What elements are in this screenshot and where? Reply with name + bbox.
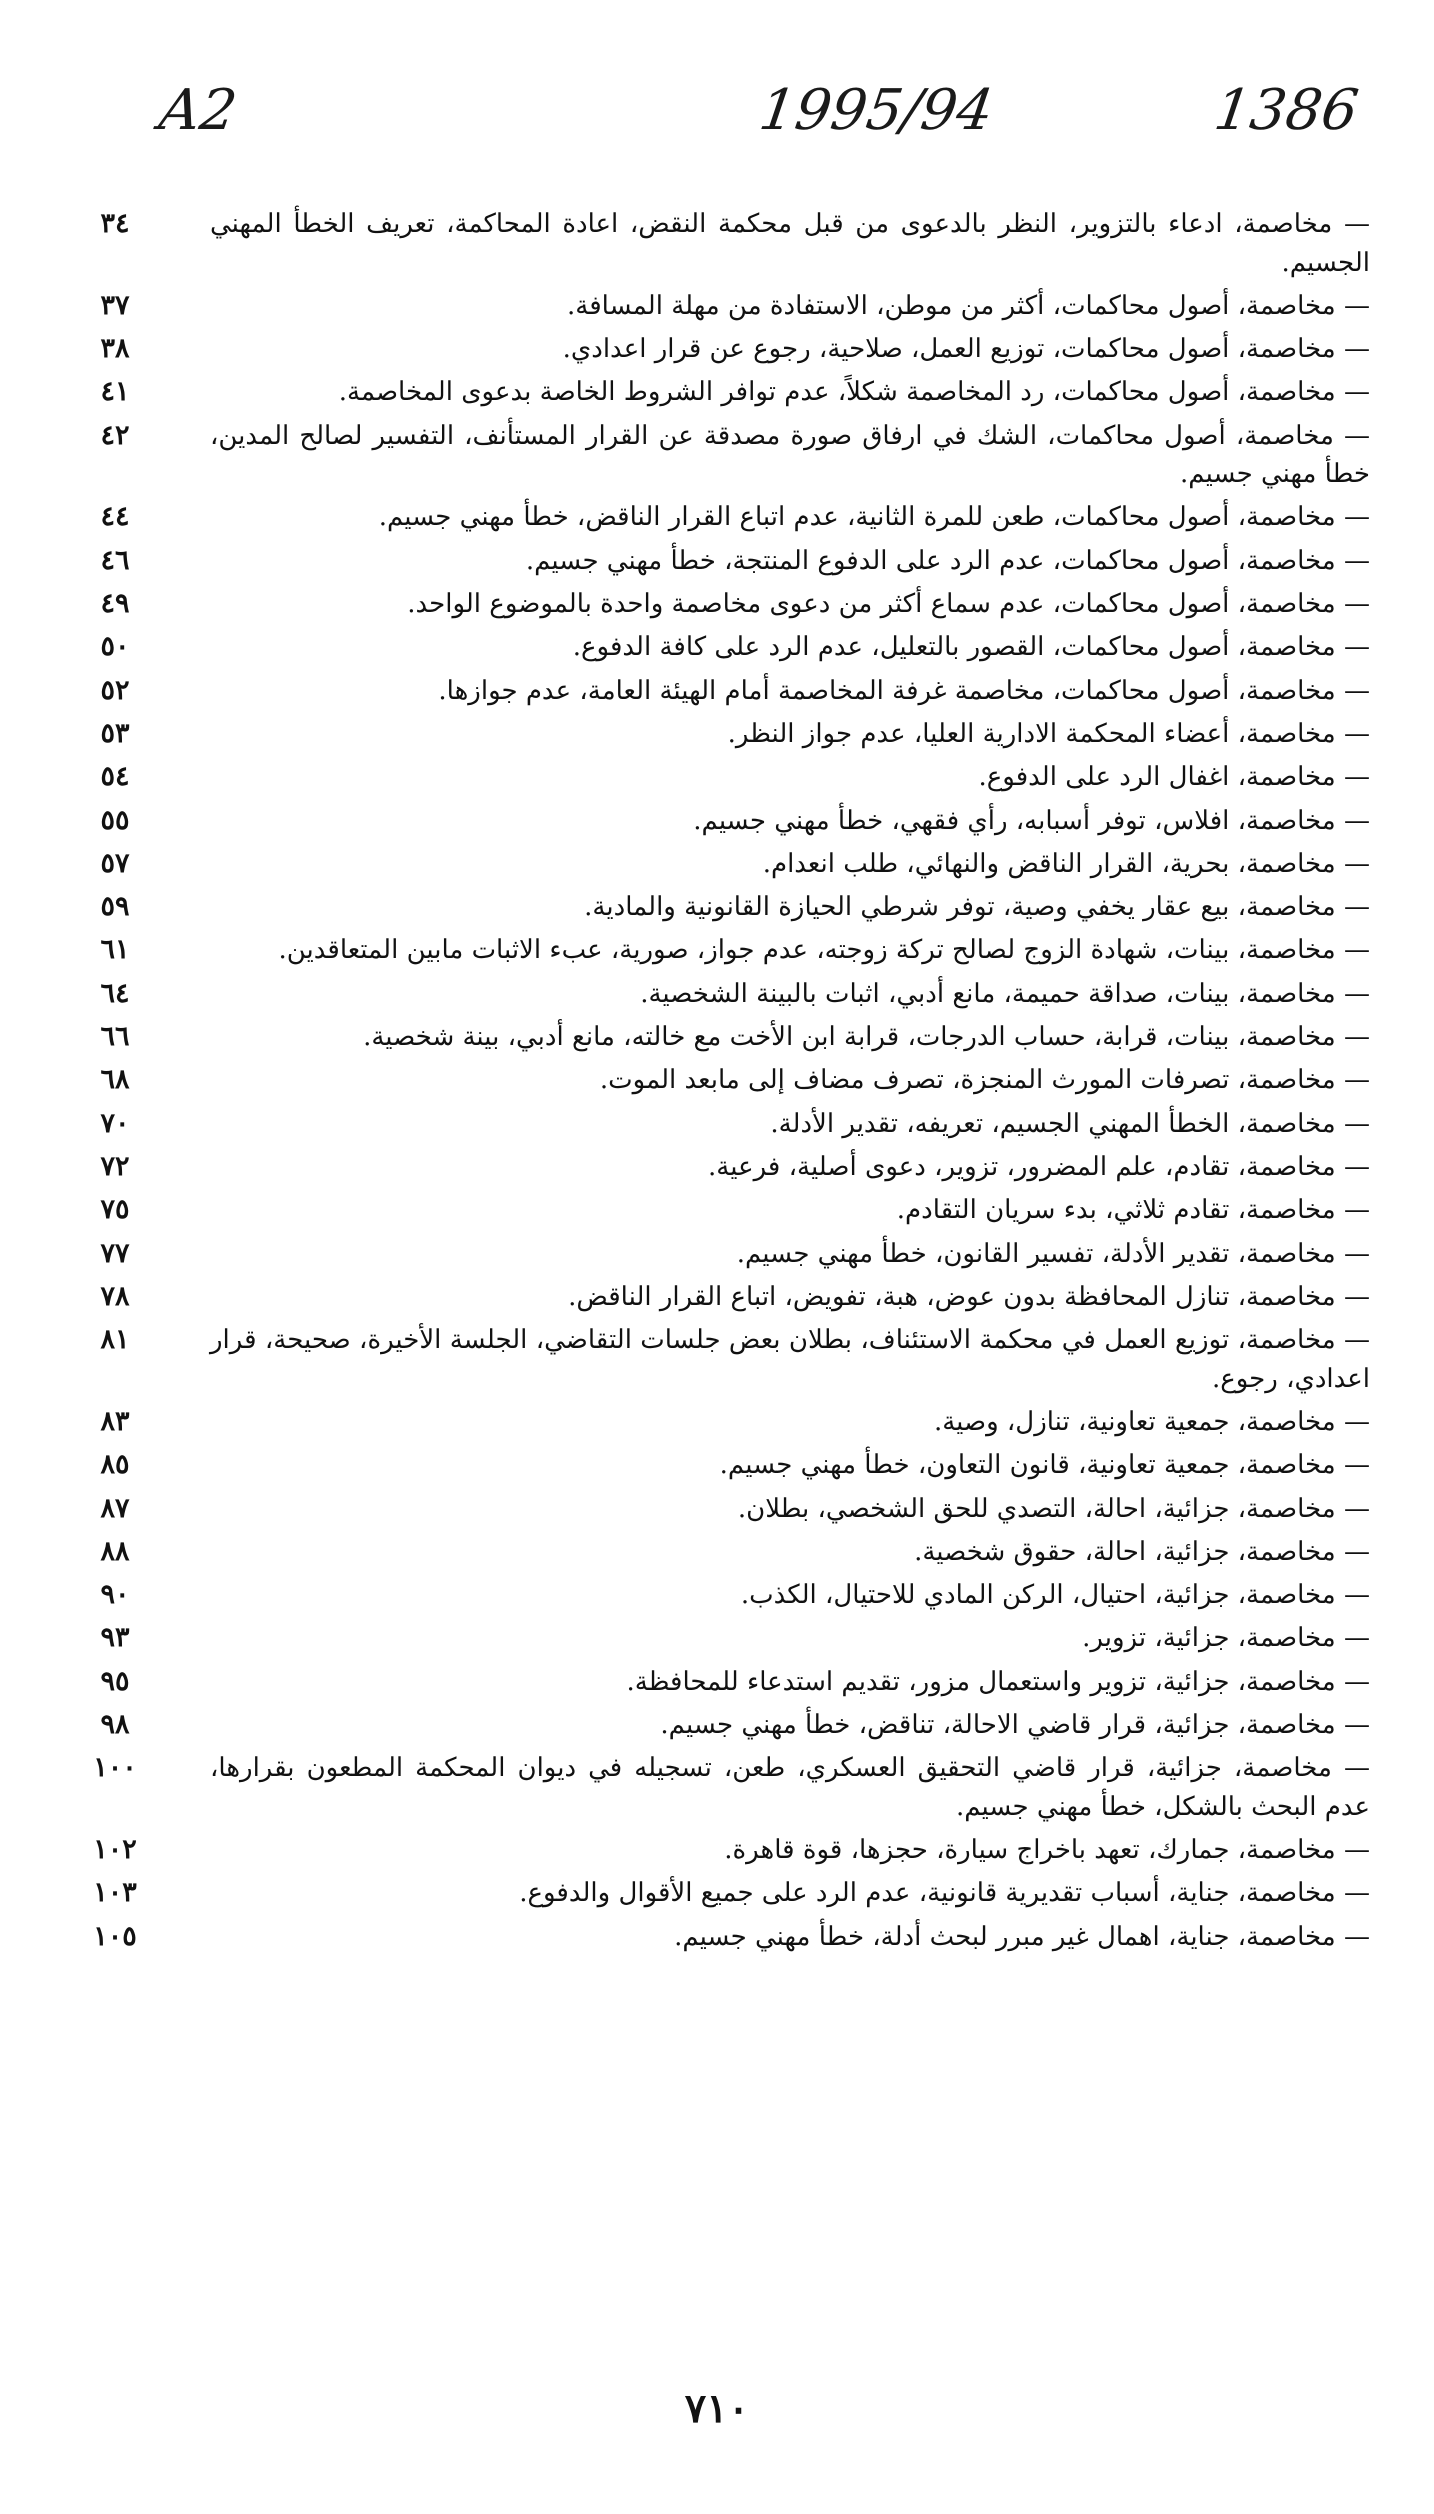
index-entry: [70, 888, 1370, 927]
index-entry: [70, 931, 1370, 970]
index-entry: [70, 758, 1370, 797]
handwritten-year-range: 1995/94: [755, 78, 998, 143]
index-entry: [70, 1874, 1370, 1913]
entry-page-number: ٧٨: [100, 1280, 130, 1312]
entry-text: — مخاصمة، أصول محاكمات، أكثر من موطن، الاستفادة من مهلة المسافة.: [567, 290, 1370, 321]
entry-page-number: ٩٥: [100, 1665, 130, 1697]
entry-text: — مخاصمة، بيع عقار يخفي وصية، توفر شرطي الحيازة القانونية والمادية.: [584, 892, 1370, 923]
index-entry: [70, 1148, 1370, 1187]
entry-text: — مخاصمة، أصول محاكمات، رد المخاصمة شكلاً، عدم توافر الشروط الخاصة بدعوى المخاصمة.: [338, 377, 1370, 408]
index-entry: [70, 1321, 1370, 1398]
entry-text: — مخاصمة، بحرية، القرار الناقض والنهائي، طلب انعدام.: [762, 848, 1370, 879]
index-entry: [70, 1278, 1370, 1317]
entry-text: — مخاصمة، تقدير الأدلة، تفسير القانون، خطأ مهني جسيم.: [736, 1238, 1370, 1269]
index-entry: [70, 1918, 1370, 1957]
entry-page-number: ٥٤: [100, 761, 130, 793]
entry-page-number: ٩٨: [100, 1709, 130, 1740]
entry-text: — مخاصمة، افلاس، توفر أسبابه، رأي فقهي، خطأ مهني جسيم.: [693, 805, 1370, 836]
index-entry: [70, 542, 1370, 581]
entry-page-number: ٩٠: [100, 1579, 130, 1611]
index-entry: [70, 585, 1370, 624]
entry-page-number: ٣٤: [100, 208, 130, 239]
entry-text: — مخاصمة، تقادم، علم المضرور، تزوير، دعوى أصلية، فرعية.: [708, 1151, 1370, 1182]
index-entry: [70, 1533, 1370, 1572]
entry-page-number: ١٠٠: [93, 1752, 137, 1784]
entry-text: — مخاصمة، جزائية، تزوير.: [1082, 1623, 1370, 1654]
index-entry: [70, 1018, 1370, 1057]
entry-text: — مخاصمة، أعضاء المحكمة الادارية العليا، عدم جواز النظر.: [727, 718, 1370, 749]
entry-text: — مخاصمة، جناية، اهمال غير مبرر لبحث أدلة، خطأ مهني جسيم.: [674, 1921, 1370, 1952]
index-entry: [70, 1490, 1370, 1529]
entry-page-number: ٧٧: [100, 1237, 130, 1269]
entry-page-number: ٤٦: [100, 544, 130, 576]
index-entry: [70, 1663, 1370, 1702]
entry-page-number: ٥٥: [100, 804, 130, 836]
index-entry: [70, 802, 1370, 841]
page-number: ٧١٠: [684, 2385, 750, 2432]
entry-page-number: ٦٤: [100, 977, 130, 1009]
index-entry: [70, 1831, 1370, 1870]
entry-page-number: ٦١: [100, 934, 130, 966]
index-entry: [70, 1749, 1370, 1826]
entry-text: — مخاصمة، جزائية، تزوير واستعمال مزور، تقديم استدعاء للمحافظة.: [626, 1666, 1370, 1697]
entry-page-number: ٨١: [100, 1324, 130, 1356]
entry-text: — مخاصمة، تقادم ثلاثي، بدء سريان التقادم.: [896, 1195, 1370, 1226]
handwritten-note-left: A2: [155, 78, 241, 143]
index-entry: [70, 373, 1370, 412]
entry-page-number: ٧٠: [100, 1107, 130, 1139]
entry-text: — مخاصمة، جمارك، تعهد باخراج سيارة، حجزها، قوة قاهرة.: [724, 1835, 1370, 1866]
index-entry: [70, 1403, 1370, 1442]
entry-page-number: ١٠٢: [93, 1834, 137, 1866]
entry-page-number: ٩٣: [100, 1622, 130, 1654]
entry-text: — مخاصمة، أصول محاكمات، توزيع العمل، صلاحية، رجوع عن قرار اعدادي.: [562, 334, 1370, 365]
index-entry: [70, 417, 1370, 494]
index-entry: [70, 1576, 1370, 1615]
entry-text: — مخاصمة، جمعية تعاونية، قانون التعاون، خطأ مهني جسيم.: [719, 1450, 1370, 1481]
entry-text: — مخاصمة، أصول محاكمات، القصور بالتعليل، عدم الرد على كافة الدفوع.: [572, 632, 1370, 663]
entry-text: — مخاصمة، تنازل المحافظة بدون عوض، هبة، تفويض، اتباع القرار الناقض.: [568, 1281, 1370, 1312]
entry-text: — مخاصمة، جزائية، احتيال، الركن المادي للاحتيال، الكذب.: [740, 1580, 1370, 1611]
index-entry: [70, 845, 1370, 884]
entry-page-number: ١٠٣: [93, 1877, 137, 1909]
entry-page-number: ٤٩: [100, 588, 130, 620]
entry-page-number: ٥٣: [100, 717, 130, 749]
entry-page-number: ٤٤: [100, 501, 130, 533]
index-entry: [70, 1235, 1370, 1274]
entry-text: — مخاصمة، الخطأ المهني الجسيم، تعريفه، تقدير الأدلة.: [770, 1108, 1370, 1139]
entry-text: — مخاصمة، أصول محاكمات، الشك في ارفاق صورة مصدقة عن القرار المستأنف، التفسير لصالح المدين، خطأ مهني جسيم.: [210, 420, 1370, 490]
index-entry: [70, 1105, 1370, 1144]
index-entry: [70, 1191, 1370, 1230]
entry-text: — مخاصمة، جناية، أسباب تقديرية قانونية، عدم الرد على جميع الأقوال والدفوع.: [519, 1878, 1370, 1909]
entry-page-number: ٨٣: [100, 1405, 130, 1437]
entry-page-number: ٥٧: [100, 847, 130, 879]
index-entry: [70, 1619, 1370, 1658]
entry-page-number: ٨٥: [100, 1449, 130, 1481]
entry-page-number: ٥٢: [100, 674, 130, 706]
entry-page-number: ٨٧: [100, 1492, 130, 1524]
index-entry: [70, 205, 1370, 282]
entry-text: — مخاصمة، جزائية، احالة، التصدي للحق الشخصي، بطلان.: [737, 1493, 1370, 1524]
entry-page-number: ٣٧: [100, 289, 130, 321]
entry-page-number: ٨٨: [100, 1535, 130, 1567]
entry-page-number: ٣٨: [100, 333, 130, 365]
entry-text: — مخاصمة، جمعية تعاونية، تنازل، وصية.: [933, 1406, 1370, 1437]
index-entry: [70, 975, 1370, 1014]
entry-text: — مخاصمة، جزائية، قرار قاضي الاحالة، تناقض، خطأ مهني جسيم.: [660, 1710, 1370, 1740]
index-list: [70, 205, 1370, 1961]
entry-page-number: ٦٦: [100, 1021, 130, 1053]
entry-page-number: ٤٢: [100, 419, 130, 451]
entry-page-number: ٤١: [100, 376, 130, 408]
entry-text: — مخاصمة، بينات، قرابة، حساب الدرجات، قرابة ابن الأخت مع خالته، مانع أدبي، بينة شخصية.: [363, 1022, 1370, 1053]
entry-page-number: ٦٨: [100, 1064, 130, 1096]
index-entry: [70, 287, 1370, 326]
entry-text: — مخاصمة، ادعاء بالتزوير، النظر بالدعوى من قبل محكمة النقض، اعادة المحاكمة، تعريف الخطأ المهني الجسيم.: [210, 209, 1370, 278]
handwritten-number-right: 1386: [1210, 78, 1363, 143]
entry-text: — مخاصمة، أصول محاكمات، مخاصمة غرفة المخاصمة أمام الهيئة العامة، عدم جوازها.: [438, 675, 1370, 706]
entry-text: — مخاصمة، بينات، صداقة حميمة، مانع أدبي، اثبات بالبينة الشخصية.: [640, 978, 1370, 1009]
entry-page-number: ٥٩: [100, 891, 130, 923]
entry-page-number: ٥٠: [100, 631, 130, 663]
index-entry: [70, 1446, 1370, 1485]
index-entry: [70, 1706, 1370, 1745]
index-entry: [70, 1061, 1370, 1100]
index-entry: [70, 672, 1370, 711]
entry-text: — مخاصمة، أصول محاكمات، طعن للمرة الثانية، عدم اتباع القرار الناقض، خطأ مهني جسيم.: [378, 502, 1370, 533]
entry-text: — مخاصمة، أصول محاكمات، عدم سماع أكثر من دعوى مخاصمة واحدة بالموضوع الواحد.: [407, 589, 1370, 620]
page-header: [0, 78, 1434, 168]
entry-text: — مخاصمة، أصول محاكمات، عدم الرد على الدفوع المنتجة، خطأ مهني جسيم.: [525, 545, 1370, 576]
entry-page-number: ٧٢: [100, 1150, 130, 1182]
entry-page-number: ٧٥: [100, 1194, 130, 1226]
entry-text: — مخاصمة، جزائية، احالة، حقوق شخصية.: [914, 1536, 1370, 1567]
index-entry: [70, 330, 1370, 369]
entry-text: — مخاصمة، جزائية، قرار قاضي التحقيق العسكري، طعن، تسجيله في ديوان المحكمة المطعون بقرارها، عدم البحث بالشكل، خطأ مهني جسيم.: [210, 1753, 1371, 1822]
index-entry: [70, 498, 1370, 537]
index-entry: [70, 628, 1370, 667]
entry-text: — مخاصمة، توزيع العمل في محكمة الاستئناف، بطلان بعض جلسات التقاضي، الجلسة الأخيرة، صحيحة، قرار اعدادي، رجوع.: [210, 1325, 1370, 1394]
entry-text: — مخاصمة، اغفال الرد على الدفوع.: [978, 762, 1370, 793]
entry-text: — مخاصمة، تصرفات المورث المنجزة، تصرف مضاف إلى مابعد الموت.: [599, 1065, 1370, 1096]
entry-text: — مخاصمة، بينات، شهادة الزوج لصالح تركة زوجته، عدم جواز، صورية، عبء الاثبات مابين المتعاقدين.: [278, 935, 1370, 966]
entry-page-number: ١٠٥: [93, 1920, 137, 1952]
index-entry: [70, 715, 1370, 754]
